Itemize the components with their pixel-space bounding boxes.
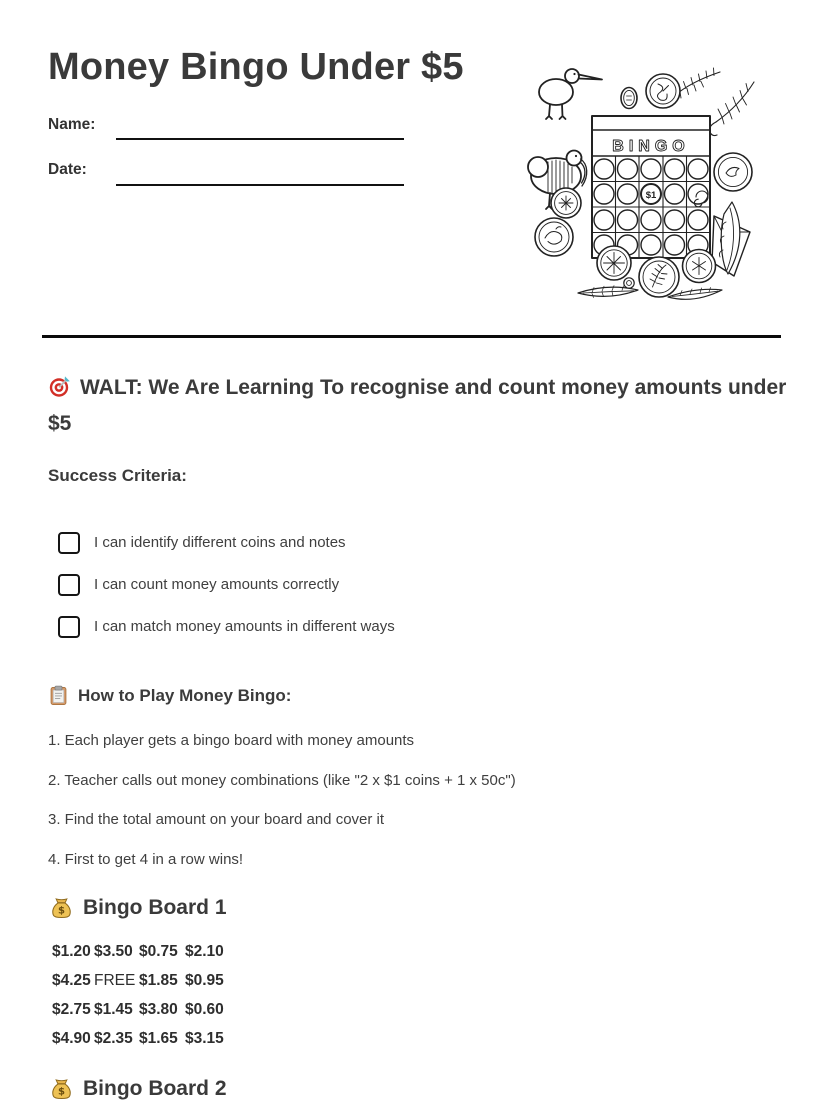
bingo-cell: $0.60 [185,1001,224,1018]
criteria-checkbox[interactable] [58,532,80,554]
bingo-cell: $2.35 [94,1030,133,1047]
name-label: Name: [48,116,96,133]
bingo-board-1-heading-text: Bingo Board 1 [83,896,227,919]
success-criteria-checklist [58,531,395,638]
step-item: 3. Find the total amount on your board and cover it [48,811,385,828]
step-item: 2. Teacher calls out money combinations (like "2 x $1 coins + 1 x 50c") [48,771,516,789]
svg-text:$1: $1 [645,190,657,201]
bingo-cell: $4.25 [52,972,91,989]
svg-text:$: $ [58,904,65,916]
money-bag-icon [50,897,73,920]
bingo-board-1-heading [50,896,227,920]
bingo-cell: $3.80 [139,1001,178,1018]
bingo-cell: $0.75 [139,943,178,960]
date-blank-line [116,184,404,186]
bingo-clipart-illustration [526,56,766,308]
svg-text:BINGO: BINGO [612,138,690,155]
criteria-checkbox[interactable] [58,616,80,638]
step-item: 4. First to get 4 in a row wins! [48,850,244,868]
criteria-label: I can match money amounts in different ways [94,618,395,635]
kiwi-bird-icon [539,69,602,119]
bingo-cell: $1.85 [139,972,178,989]
how-to-play-steps [48,731,516,870]
bingo-cell: $2.75 [52,1001,91,1018]
money-bag-icon [50,1078,73,1101]
bingo-cell: $4.90 [52,1030,91,1047]
bingo-cell: $2.10 [185,943,224,960]
bingo-cell: $1.45 [94,1001,133,1018]
how-to-play-heading [48,685,291,706]
criteria-row [58,531,395,554]
criteria-label: I can identify different coins and notes [94,534,346,551]
name-blank-line [116,138,404,140]
target-icon [48,374,72,398]
bingo-cell: $1.65 [139,1030,178,1047]
bingo-board-1-grid [52,942,224,1048]
walt-heading-text: WALT: We Are Learning To recognise and count money amounts under $5 [48,376,787,435]
bingo-cell: $3.50 [94,943,133,960]
bingo-cell: $0.95 [185,972,224,989]
step-item: 1. Each player gets a bingo board with money amounts [48,732,415,749]
bingo-board-2-heading-text: Bingo Board 2 [83,1077,227,1100]
page-title: Money Bingo Under $5 [48,46,464,88]
criteria-row [58,615,395,638]
clipboard-icon [48,685,69,706]
bingo-cell: $1.20 [52,943,91,960]
criteria-row [58,573,395,596]
bingo-card-icon [592,116,710,258]
how-to-play-heading-text: How to Play Money Bingo: [78,685,292,705]
bingo-cell-free: FREE [94,972,136,989]
bingo-board-2-heading [50,1077,227,1101]
svg-text:$: $ [58,1085,65,1097]
date-label: Date: [48,161,87,178]
criteria-checkbox[interactable] [58,574,80,596]
criteria-label: I can count money amounts correctly [94,576,340,593]
success-criteria-heading: Success Criteria: [48,466,187,485]
bingo-cell: $3.15 [185,1030,224,1047]
walt-heading [48,370,788,442]
section-divider [42,335,781,338]
